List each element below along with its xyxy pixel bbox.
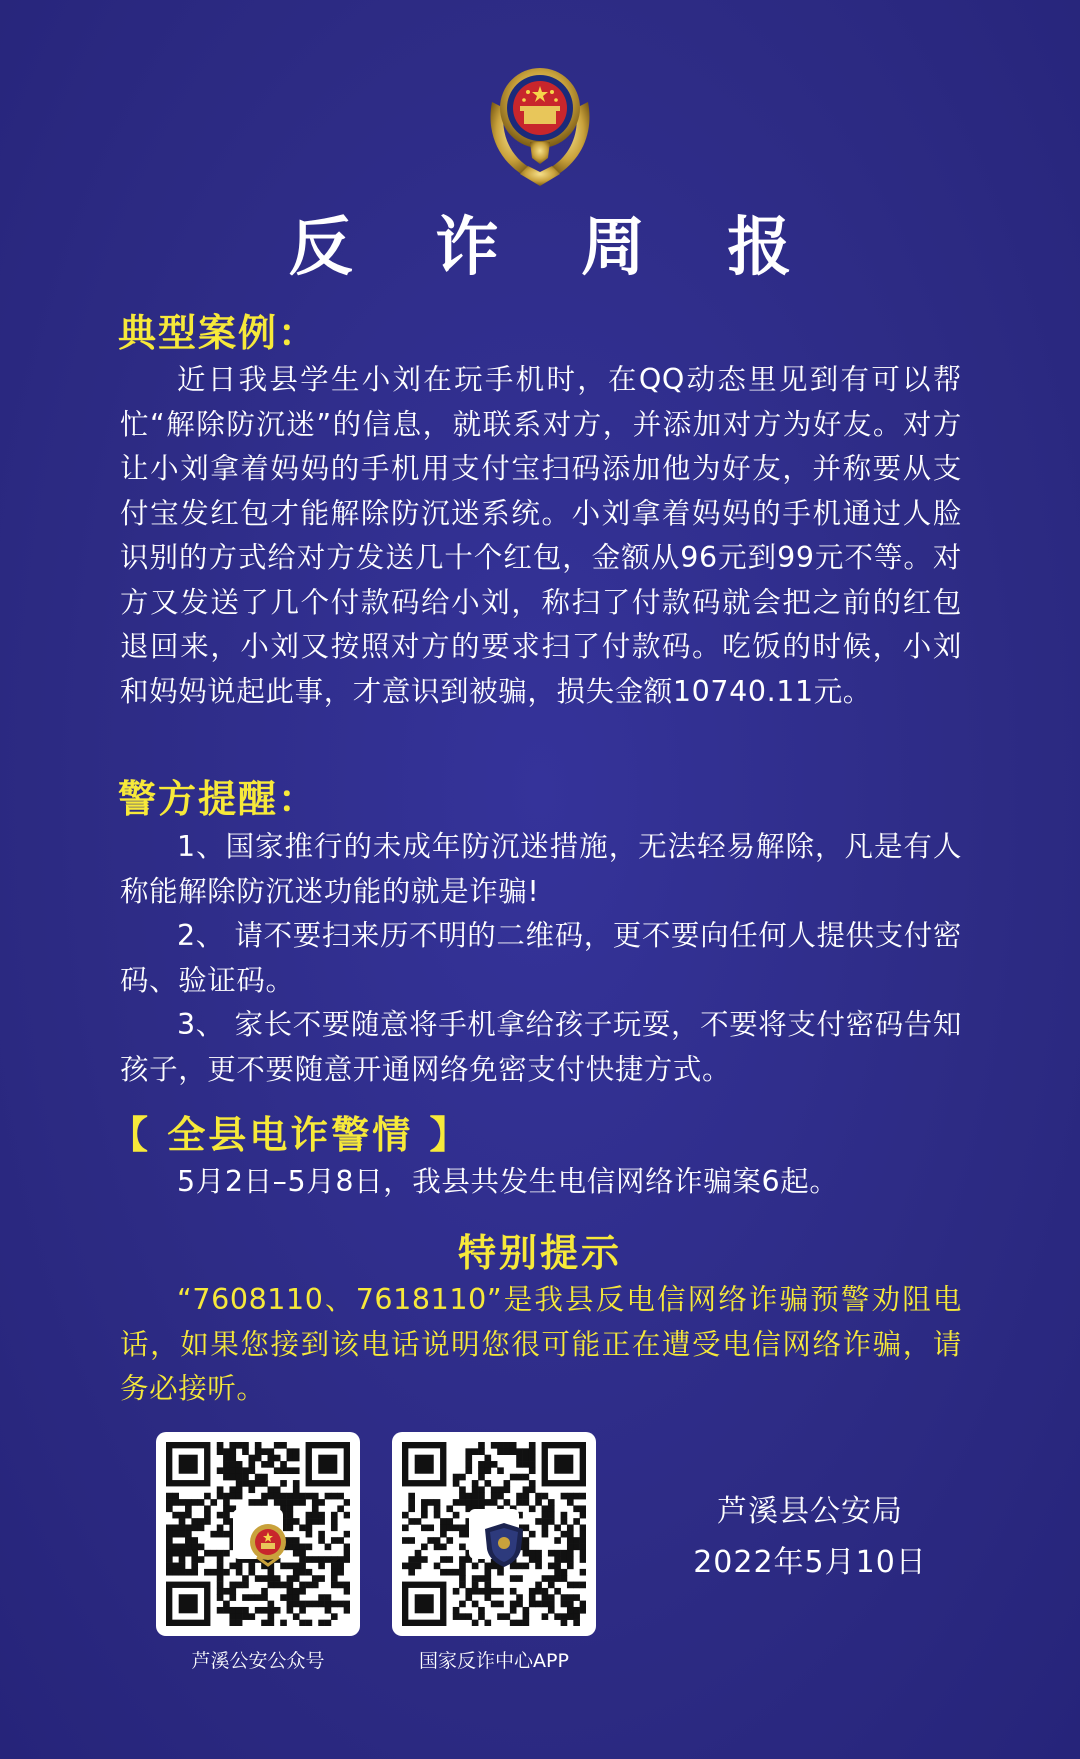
issue-date: 2022年5月10日 — [693, 1545, 927, 1580]
organization-name: 芦溪县公安局 — [717, 1494, 903, 1529]
police-emblem-icon — [482, 62, 598, 188]
reminder-item: 1、国家推行的未成年防沉迷措施，无法轻易解除，凡是有人称能解除防沉迷功能的就是诈骗! — [120, 830, 962, 908]
reminder-list — [120, 825, 962, 1092]
reminder-item: 2、 请不要扫来历不明的二维码，更不要向任何人提供支付密码、验证码。 — [120, 919, 962, 997]
special-heading: 特别提示 — [457, 1231, 622, 1275]
case-heading: 典型案例： — [118, 311, 319, 355]
case-paragraph: 近日我县学生小刘在玩手机时，在QQ动态里见到有可以帮忙“解除防沉迷”的信息，就联系对方，并添加对方为好友。对方让小刘拿着妈妈的手机用支付宝扫码添加他为好友，并称要从支付宝发红包才能解除防沉迷系统。小刘拿着妈妈的手机通过人脸识别的方式给对方发送几十个红包，金额从96元到99元不等。对方又发送了几个付款码给小刘，称扫了付款码就会把之前的红包退回来，小刘又按照对方的要求扫了付款码。吃饭的时候，小刘和妈妈说起此事，才意识到被骗，损失金额10740.11元。 — [120, 363, 962, 708]
shield-icon — [469, 1509, 519, 1559]
qr-code-police-account[interactable] — [156, 1432, 360, 1636]
alert-text-block — [120, 1160, 962, 1205]
reminder-item: 3、 家长不要随意将手机拿给孩子玩耍，不要将支付密码告知孩子，更不要随意开通网络免密支付快捷方式。 — [120, 1008, 962, 1086]
police-badge-icon — [233, 1509, 283, 1559]
qr-caption: 国家反诈中心APP — [419, 1650, 569, 1672]
page-title: 反 诈 周 报 — [288, 211, 822, 285]
alert-heading: 【 全县电诈警情 】 — [110, 1113, 471, 1157]
special-paragraph: “7608110、7618110”是我县反电信网络诈骗预警劝阻电话，如果您接到该电话说明您很可能正在遭受电信网络诈骗，请务必接听。 — [120, 1283, 962, 1405]
case-text-block — [120, 358, 962, 714]
qr-code-antifraud-app[interactable] — [392, 1432, 596, 1636]
alert-paragraph: 5月2日–5月8日，我县共发生电信网络诈骗案6起。 — [177, 1165, 839, 1198]
qr-caption: 芦溪公安公众号 — [191, 1650, 325, 1672]
reminder-heading: 警方提醒： — [118, 777, 319, 821]
special-text-block — [120, 1278, 962, 1412]
